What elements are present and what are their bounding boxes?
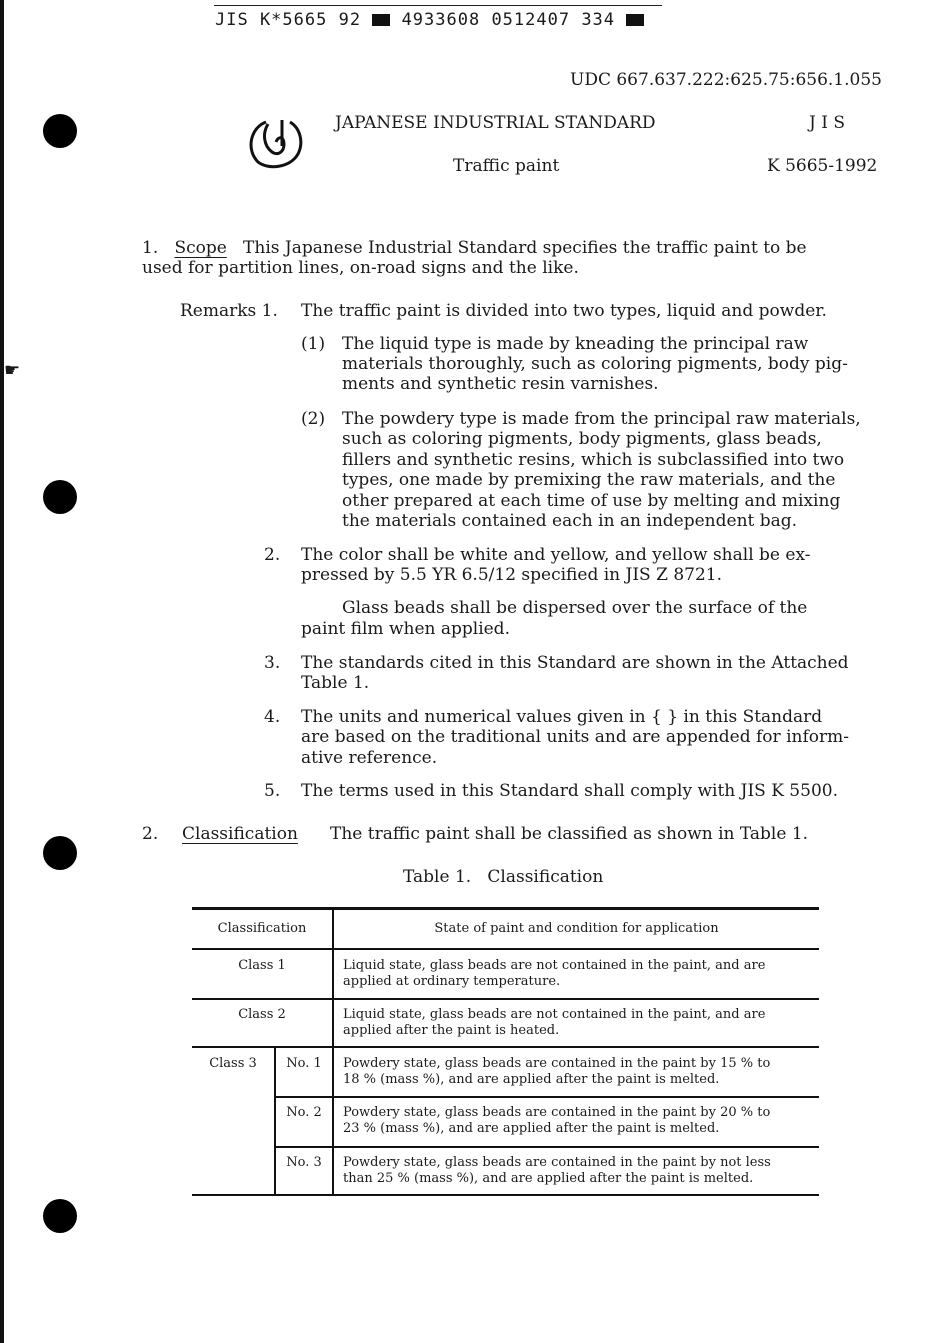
- remark-3-line: Table 1.: [301, 673, 370, 693]
- desc-line: than 25 % (mass %), and are applied after the paint is melted.: [343, 1171, 754, 1186]
- section-number: 1.: [142, 238, 159, 258]
- desc-line: Liquid state, glass beads are not contained in the paint, and are: [343, 1007, 766, 1022]
- redaction-block-1: [372, 14, 390, 26]
- remark-number: 4.: [264, 707, 281, 727]
- table-cell-desc: [343, 1056, 770, 1088]
- remark-number: 3.: [264, 653, 281, 673]
- desc-line: Powdery state, glass beads are contained in the paint by 20 % to: [343, 1105, 771, 1120]
- sub-item-number: (1): [301, 334, 326, 354]
- sub-item-2-line: types, one made by premixing the raw materials, and the: [342, 470, 836, 490]
- remark-2-line: pressed by 5.5 YR 6.5/12 specified in JIS Z 8721.: [301, 565, 722, 585]
- table-cell-class: Class 2: [238, 1007, 286, 1022]
- desc-line: Powdery state, glass beads are contained in the paint by not less: [343, 1155, 771, 1170]
- remark-number: 5.: [264, 781, 281, 801]
- document-title: Traffic paint: [453, 156, 560, 176]
- table-cell-desc: [343, 1105, 770, 1137]
- table-cell-desc: [343, 1155, 771, 1187]
- table-cell-subclass: No. 3: [286, 1155, 322, 1170]
- desc-line: Powdery state, glass beads are contained in the paint by 15 % to: [343, 1056, 771, 1071]
- punch-hole: [43, 480, 77, 514]
- section-heading: Classification: [182, 824, 298, 844]
- table-caption: [403, 867, 603, 888]
- remark-2b-line: paint film when applied.: [301, 619, 510, 639]
- code-part-2: 4933608 0512407 334: [401, 10, 616, 30]
- remarks-label: Remarks 1.: [180, 301, 278, 321]
- document-code: [215, 10, 644, 30]
- page-edge: [0, 0, 4, 1343]
- table-header-classification: Classification: [217, 921, 307, 936]
- table-cell-subclass: No. 2: [286, 1105, 322, 1120]
- desc-line: 18 % (mass %), and are applied after the paint is melted.: [343, 1072, 720, 1087]
- desc-line: Liquid state, glass beads are not contained in the paint, and are: [343, 958, 766, 973]
- section-1-line-2: used for partition lines, on-road signs and the like.: [142, 258, 579, 278]
- table-cell-desc: [343, 1007, 765, 1039]
- sub-item-number: (2): [301, 409, 326, 429]
- table-number: Table 1.: [403, 867, 472, 887]
- punch-hole: [43, 1199, 77, 1233]
- standard-organization: JAPANESE INDUSTRIAL STANDARD: [335, 113, 656, 133]
- remark-4-line: The units and numerical values given in { } in this Standard: [301, 707, 823, 727]
- table-cell-subclass: No. 1: [286, 1056, 322, 1071]
- remark-number: 2.: [264, 545, 281, 565]
- punch-hole: [43, 114, 77, 148]
- remark-5: The terms used in this Standard shall comply with JIS K 5500.: [301, 781, 838, 801]
- remark-4-line: ative reference.: [301, 748, 438, 768]
- table-cell-class: Class 1: [238, 958, 286, 973]
- desc-line: 23 % (mass %), and are applied after the paint is melted.: [343, 1121, 720, 1136]
- section-number: 2.: [142, 824, 159, 844]
- standard-number: K 5665-1992: [767, 156, 878, 176]
- code-part-1: JIS K*5665 92: [215, 10, 362, 30]
- desc-line: applied at ordinary temperature.: [343, 974, 561, 989]
- table-cell-desc: [343, 958, 765, 990]
- udc-number: UDC 667.637.222:625.75:656.1.055: [570, 70, 882, 90]
- sub-item-1-line: materials thoroughly, such as coloring pigments, body pig-: [342, 354, 848, 374]
- remark-3-line: The standards cited in this Standard are shown in the Attached: [301, 653, 849, 673]
- sub-item-1-line: The liquid type is made by kneading the principal raw: [342, 334, 809, 354]
- desc-line: applied after the paint is heated.: [343, 1023, 560, 1038]
- sub-item-1-line: ments and synthetic resin varnishes.: [342, 374, 659, 394]
- remark-2b-line: Glass beads shall be dispersed over the surface of the: [342, 598, 808, 618]
- remark-4-line: are based on the traditional units and are appended for inform-: [301, 727, 849, 747]
- section-1: [142, 238, 807, 259]
- redaction-block-2: [626, 14, 644, 26]
- section-text: This Japanese Industrial Standard specifies the traffic paint to be: [243, 238, 807, 258]
- section-2-text: The traffic paint shall be classified as shown in Table 1.: [330, 824, 809, 844]
- sub-item-2-line: The powdery type is made from the principal raw materials,: [342, 409, 861, 429]
- jis-label: J I S: [809, 113, 845, 133]
- sub-item-2-line: other prepared at each time of use by melting and mixing: [342, 491, 841, 511]
- remark-2-line: The color shall be white and yellow, and yellow shall be ex-: [301, 545, 811, 565]
- table-cell-class: Class 3: [209, 1056, 257, 1071]
- remark-1: The traffic paint is divided into two types, liquid and powder.: [301, 301, 827, 321]
- sub-item-2-line: the materials contained each in an independent bag.: [342, 511, 798, 531]
- punch-hole: [43, 836, 77, 870]
- section-heading: Scope: [174, 238, 227, 258]
- table-title: Classification: [487, 867, 604, 887]
- sub-item-2-line: such as coloring pigments, body pigments, glass beads,: [342, 429, 822, 449]
- table-header-state: State of paint and condition for application: [434, 921, 719, 936]
- sub-item-2-line: fillers and synthetic resins, which is subclassified into two: [342, 450, 845, 470]
- margin-mark: ☛: [4, 360, 21, 381]
- jis-logo-icon: [244, 116, 306, 172]
